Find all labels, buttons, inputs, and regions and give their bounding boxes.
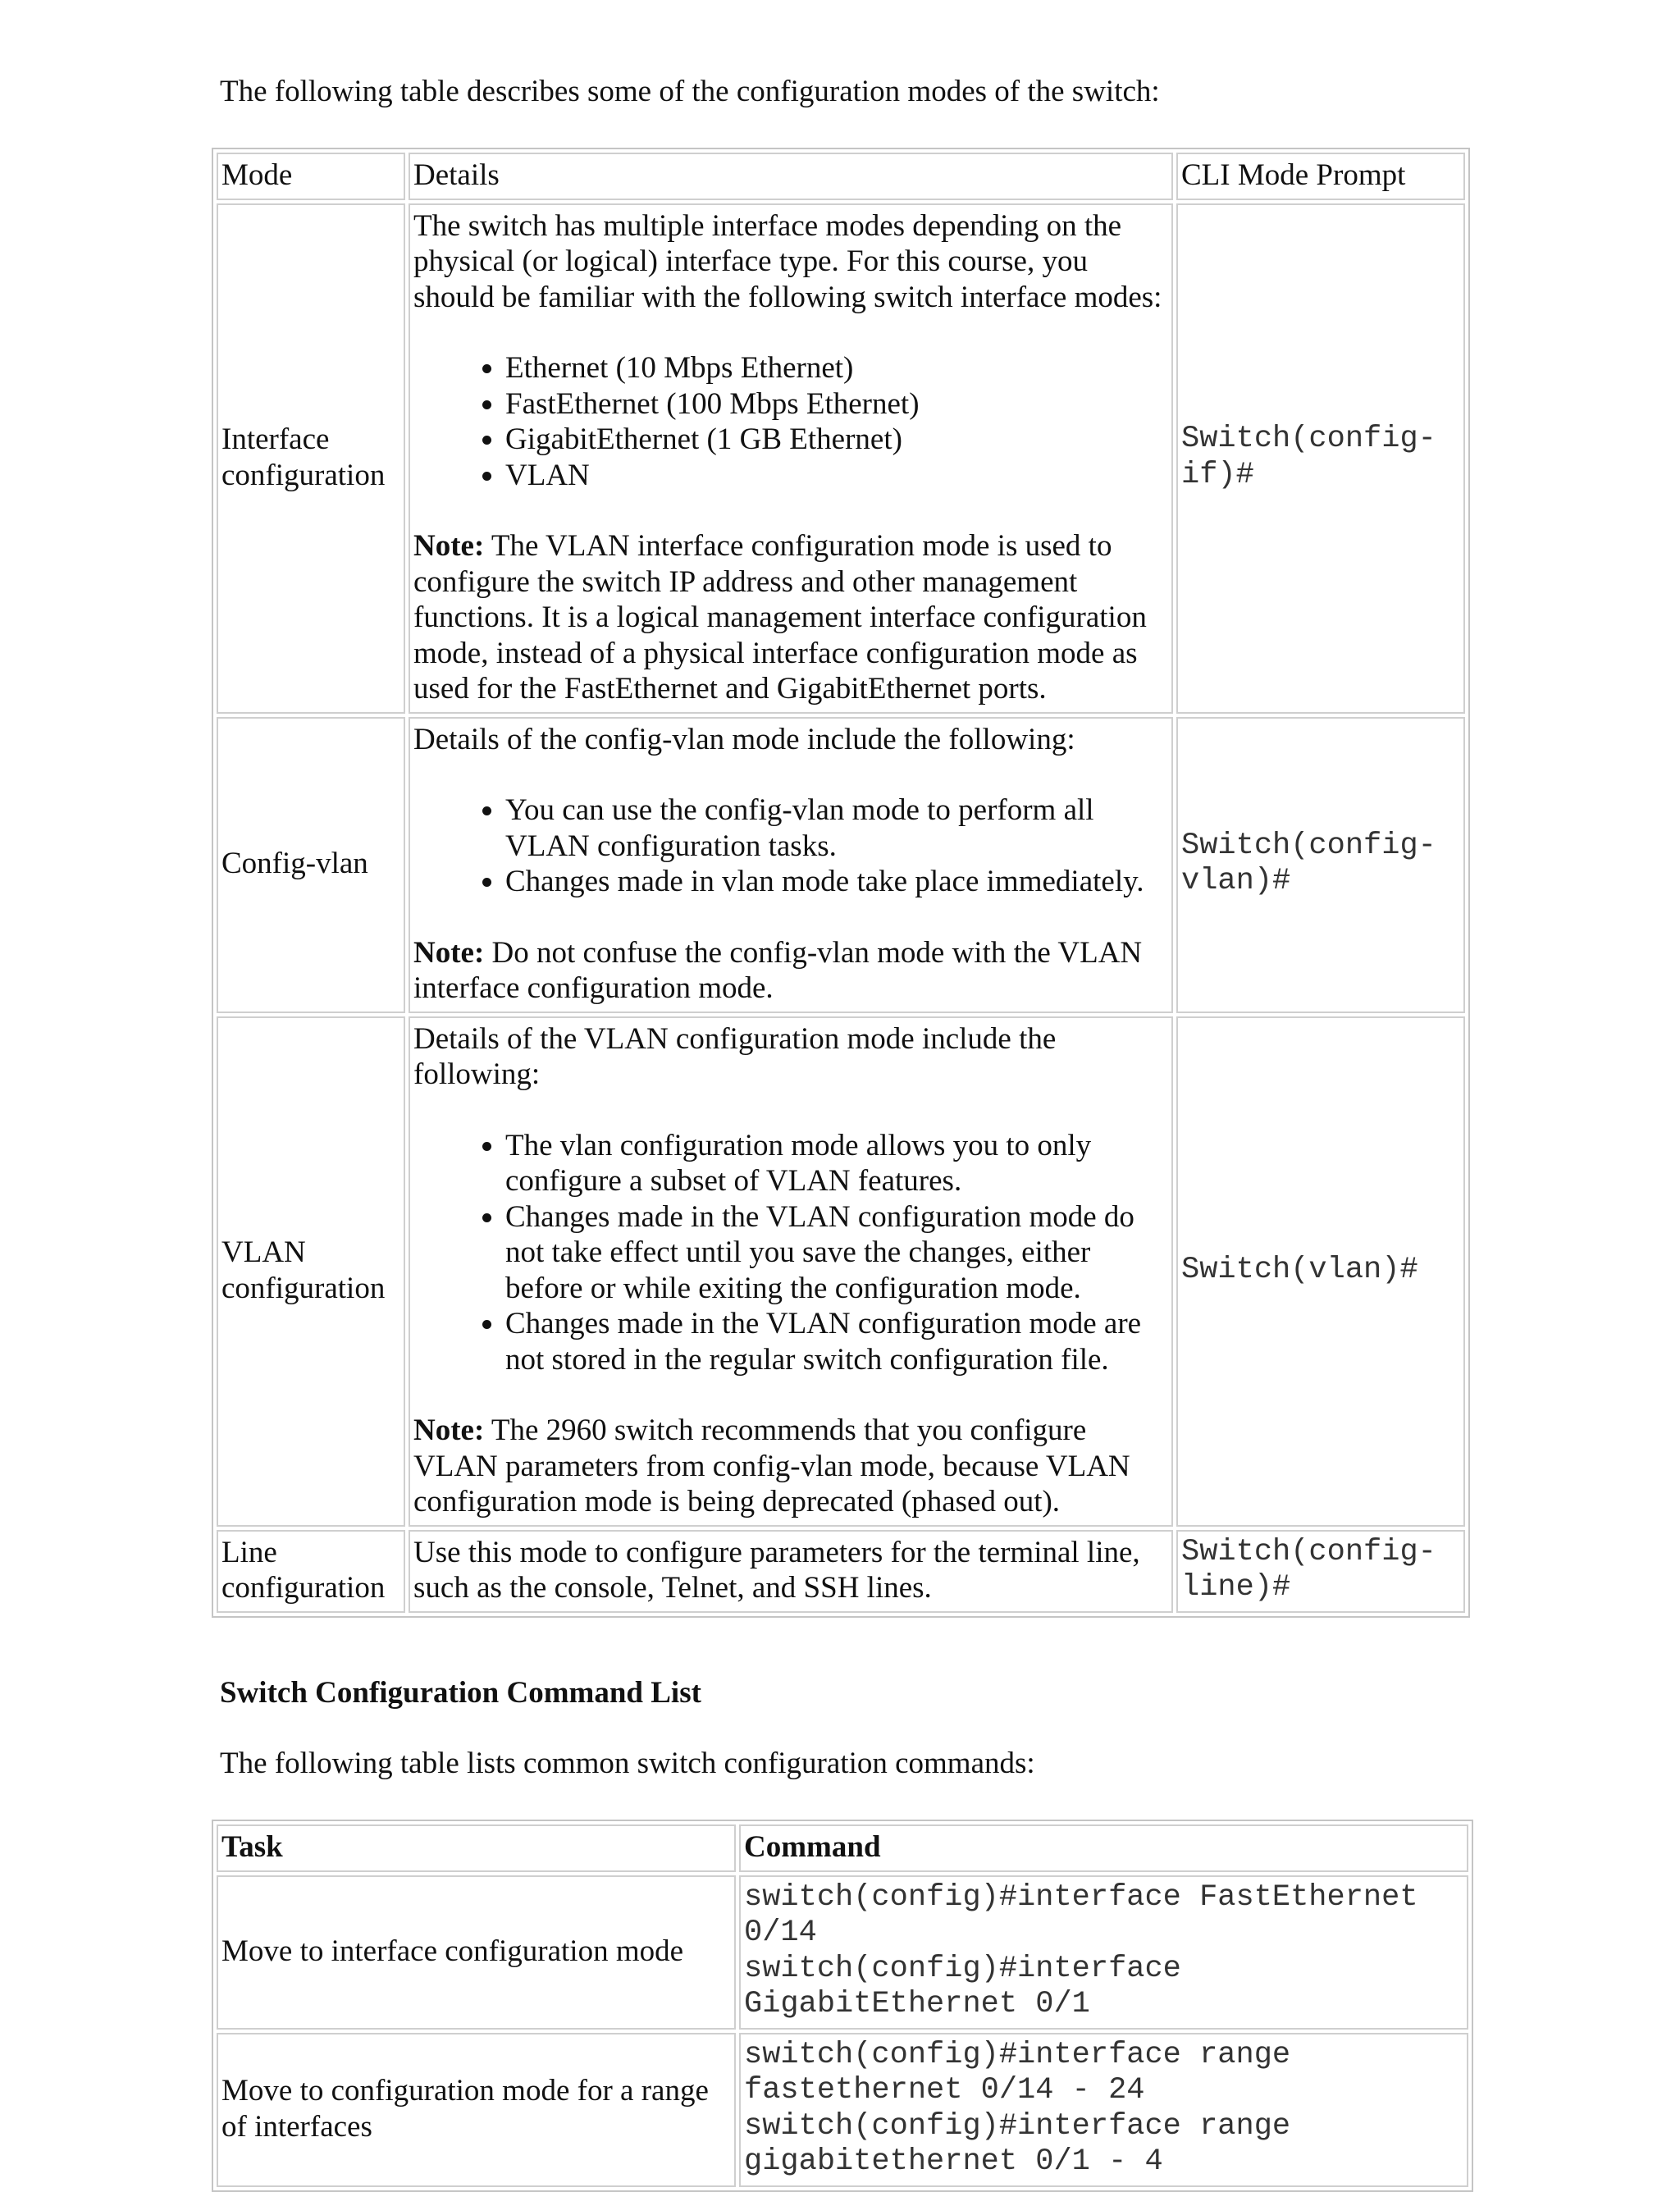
table-row: [217, 1875, 1468, 2030]
command-line: switch(config)#interface range fastethernet 0/14 - 24: [744, 2037, 1291, 2108]
details-bullet-list: [413, 350, 1168, 493]
table-row: [217, 2033, 1468, 2187]
cli-prompt-cell: Switch(config-if)#: [1176, 203, 1465, 714]
details-intro: Details of the VLAN configuration mode include the following:: [413, 1021, 1057, 1091]
commands-intro-text: The following table lists common switch configuration commands:: [220, 1747, 1035, 1780]
note-text: The 2960 switch recommends that you configure VLAN parameters from config-vlan mode, because VLAN configuration mode is being deprecated (phased out).: [413, 1413, 1130, 1518]
list-item: • Ethernet (10 Mbps Ethernet): [505, 350, 1168, 386]
details-intro: Details of the config-vlan mode include the following:: [413, 722, 1075, 756]
command-cell: [739, 1875, 1468, 2030]
table-row: [217, 717, 1465, 1013]
table-row: [217, 203, 1465, 714]
note-label: Note:: [413, 1413, 485, 1447]
details-cell: [409, 1016, 1173, 1527]
command-line: switch(config)#interface range gigabitethernet 0/1 - 4: [744, 2108, 1291, 2179]
details-note: [413, 935, 1168, 1007]
command-line: switch(config)#interface GigabitEthernet 0/1: [744, 1951, 1181, 2021]
list-item: • VLAN: [505, 458, 1168, 494]
table-row: [217, 1530, 1465, 1613]
mode-cell: Interface configuration: [217, 203, 405, 714]
mode-cell: VLAN configuration: [217, 1016, 405, 1527]
note-text: Do not confuse the config-vlan mode with the VLAN interface configuration mode.: [413, 935, 1143, 1005]
list-item: • Changes made in the VLAN configuration mode do not take effect until you save the changes, either before or while exiting the configuration mode.: [505, 1199, 1168, 1307]
list-item: • Changes made in vlan mode take place immediately.: [505, 864, 1168, 900]
details-cell: Use this mode to configure parameters for the terminal line, such as the console, Telnet, and SSH lines.: [409, 1530, 1173, 1613]
table-header-row: [217, 1824, 1468, 1872]
list-item: • GigabitEthernet (1 GB Ethernet): [505, 422, 1168, 458]
modes-intro-text: The following table describes some of the configuration modes of the switch:: [220, 75, 1160, 108]
mode-cell: Line configuration: [217, 1530, 405, 1613]
column-header-cli-prompt: CLI Mode Prompt: [1176, 153, 1465, 200]
details-bullet-list: [413, 792, 1168, 900]
list-item: • The vlan configuration mode allows you to only configure a subset of VLAN features.: [505, 1128, 1168, 1199]
commands-table: [212, 1820, 1473, 2192]
table-row: [217, 1016, 1465, 1527]
list-item: • You can use the config-vlan mode to perform all VLAN configuration tasks.: [505, 792, 1168, 864]
cli-prompt-cell: Switch(config-line)#: [1176, 1530, 1465, 1613]
section-title: Switch Configuration Command List: [220, 1676, 701, 1710]
details-note: [413, 1413, 1168, 1520]
note-text: The VLAN interface configuration mode is used to configure the switch IP address and other management functions. It is a logical management interface configuration mode, instead of a physical interface configuration mode as used for the FastEthernet and GigabitEthernet ports.: [413, 529, 1147, 706]
task-cell: Move to configuration mode for a range of interfaces: [217, 2033, 736, 2187]
note-label: Note:: [413, 935, 485, 970]
mode-cell: Config-vlan: [217, 717, 405, 1013]
column-header-task: Task: [217, 1824, 736, 1872]
details-cell: [409, 717, 1173, 1013]
column-header-details: Details: [409, 153, 1173, 200]
command-line: switch(config)#interface FastEthernet 0/14: [744, 1879, 1418, 1950]
details-cell: [409, 203, 1173, 714]
column-header-command: Command: [739, 1824, 1468, 1872]
note-label: Note:: [413, 529, 485, 563]
config-modes-table: [212, 148, 1470, 1618]
cli-prompt-cell: Switch(vlan)#: [1176, 1016, 1465, 1527]
task-cell: Move to interface configuration mode: [217, 1875, 736, 2030]
list-item: • FastEthernet (100 Mbps Ethernet): [505, 386, 1168, 422]
details-intro: The switch has multiple interface modes depending on the physical (or logical) interface type. For this course, you should be familiar with the following switch interface modes:: [413, 208, 1162, 314]
details-note: [413, 528, 1168, 707]
column-header-mode: Mode: [217, 153, 405, 200]
table-header-row: [217, 153, 1465, 200]
cli-prompt-cell: Switch(config-vlan)#: [1176, 717, 1465, 1013]
list-item: • Changes made in the VLAN configuration mode are not stored in the regular switch configuration file.: [505, 1306, 1168, 1377]
details-bullet-list: [413, 1128, 1168, 1378]
command-cell: [739, 2033, 1468, 2187]
